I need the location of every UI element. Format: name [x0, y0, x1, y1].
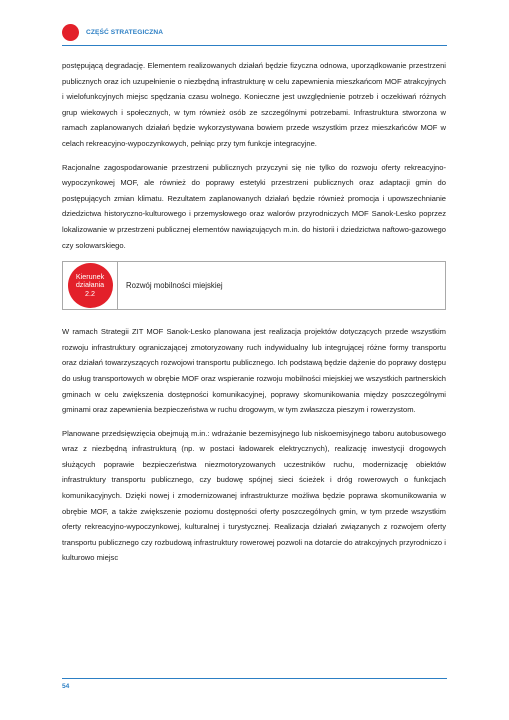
page-number: 54	[62, 683, 70, 690]
footer-divider	[62, 678, 447, 679]
section-title: CZĘŚĆ STRATEGICZNA	[86, 28, 164, 36]
body-paragraph: Racjonalne zagospodarowanie przestrzeni publicznych przyczyni się nie tylko do rozwoju oferty rekreacyjno-wypoczynkowej MOF, ale również do poprawy estetyki przestrzeni publicznych oraz adaptacji gmin do postępujących zmian klimatu. Rezultatem zaplanowanych działań będzie również promocja i upowszechnianie dziedzictwa historyczno-kulturowego i przemysłowego oraz walorów przyrodniczych MOF Sanok-Lesko poprzez lokalizowanie w przestrzeni publicznej elementów nawiązujących m.in. do historii i dziedzictwa naftowo-gazowego czy solowarskiego.	[62, 162, 446, 250]
direction-badge-cell	[63, 262, 118, 309]
header-divider	[62, 45, 447, 46]
body-paragraph: W ramach Strategii ZIT MOF Sanok-Lesko planowana jest realizacja projektów dotyczących przede wszystkim rozwoju infrastruktury ograniczającej zmotoryzowany ruch indywidualny lub integrującej różne formy transportu oraz działań towarzyszących rozwojowi transportu publicznego. Ich podstawą będzie dążenie do poprawy dostępu do usług transportowych w obrębie MOF oraz wspieranie rozwoju mobilności miejskiej we wszystkich partnerskich gminach w celu zwiększenia dostępności komunikacyjnej, poprawy skomunikowania między poszczególnymi gminami oraz zapewnienia bezpieczeństwa w ruchu drogowym, w tym zwłaszcza pieszym i rowerzystom.	[62, 327, 446, 415]
body-paragraph: Planowane przedsięwzięcia obejmują m.in.: wdrażanie bezemisyjnego lub niskoemisyjnego taboru autobusowego wraz z niezbędną infrastrukturą (np. w postaci ładowarek elektrycznych), realizację inwestycji drogowych służących poprawie bezpieczeństwa niezmotoryzowanych uczestników ruchu, modernizację obiektów infrastruktury transportu publicznego, czy budowę spójnej sieci ścieżek i dróg rowerowych o funkcjach komunikacyjnych. Dzięki nowej i zmodernizowanej infrastrukturze możliwa będzie poprawa skomunikowania w obrębie MOF, a także zwiększenie poziomu dostępności oferty poszczególnych gmin, w tym przede wszystkim oferty rekreacyjno-wypoczynkowej, kulturalnej i turystycznej. Realizacja działań związanych z rozwojem oferty transportu publicznego czy rozbudową infrastruktury rowerowej pozwoli na dotarcie do atrakcyjnych przyrodniczo i kulturowo miejsc	[62, 428, 446, 563]
direction-box	[62, 261, 446, 310]
direction-badge	[68, 263, 113, 308]
page-body	[62, 58, 446, 574]
direction-title: Rozwój mobilności miejskiej	[126, 280, 223, 290]
body-paragraph: postępującą degradację. Elementem realizowanych działań będzie fizyczna odnowa, uporządkowanie przestrzeni publicznych oraz ich uzupełnienie o niezbędną infrastrukturę w celu zapewnienia mieszkańcom MOF atrakcyjnych i wielofunkcyjnych miejsc spędzania czasu wolnego. Konieczne jest uwzględnienie potrzeb i oczekiwań różnych grup wiekowych i społecznych, w tym również osób ze szczególnymi potrzebami. Infrastruktura stworzona w ramach zaplanowanych działań będzie wykorzystywana bowiem przede wszystkim przez mieszkańców MOF w celach rekreacyjno-wypoczynkowych, pełniąc przy tym funkcje integracyjne.	[62, 61, 446, 148]
direction-badge-line: Kierunek	[75, 271, 105, 281]
direction-badge-line: działania	[75, 280, 105, 290]
page-header	[62, 22, 163, 42]
direction-badge-number: 2.2	[85, 288, 95, 298]
section-marker-icon	[62, 24, 79, 41]
